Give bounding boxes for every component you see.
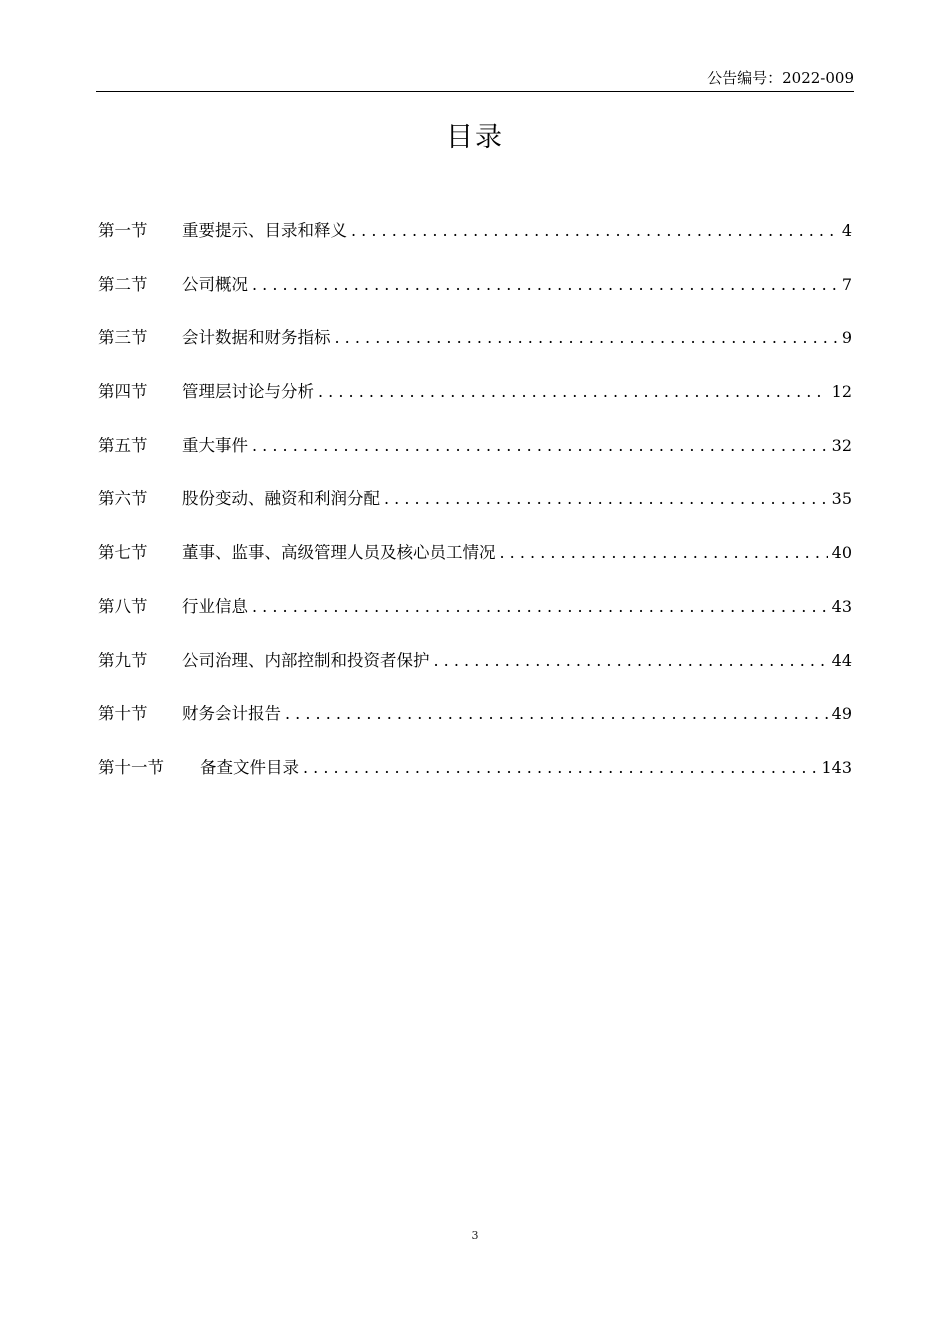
toc-leader-dots bbox=[434, 647, 828, 675]
toc-section-number: 第四节 bbox=[98, 382, 148, 402]
toc-page-number: 40 bbox=[831, 543, 852, 563]
toc-leader-dots bbox=[384, 485, 828, 513]
header-divider bbox=[96, 91, 854, 92]
toc-section-title: 会计数据和财务指标 bbox=[182, 328, 331, 348]
page-title: 目录 bbox=[446, 122, 504, 153]
toc-page-number: 49 bbox=[831, 704, 852, 724]
page-number: 3 bbox=[471, 1229, 479, 1242]
toc-entry-8[interactable] bbox=[98, 593, 852, 647]
toc-entry-1[interactable] bbox=[98, 217, 852, 271]
toc-entry-11[interactable] bbox=[98, 754, 852, 808]
toc-section-title: 行业信息 bbox=[182, 596, 248, 616]
toc-section-title: 股份变动、融资和利润分配 bbox=[182, 489, 380, 509]
toc-leader-dots bbox=[318, 378, 828, 406]
toc-section-title: 备查文件目录 bbox=[200, 757, 299, 777]
toc-leader-dots bbox=[252, 271, 838, 299]
table-of-contents bbox=[98, 217, 852, 808]
toc-page-number: 9 bbox=[841, 328, 852, 348]
toc-leader-dots bbox=[252, 432, 828, 460]
toc-entry-4[interactable] bbox=[98, 378, 852, 432]
toc-leader-dots bbox=[351, 217, 838, 245]
toc-section-number: 第九节 bbox=[98, 650, 148, 670]
toc-section-title: 管理层讨论与分析 bbox=[182, 382, 314, 402]
toc-entry-2[interactable] bbox=[98, 271, 852, 325]
toc-entry-5[interactable] bbox=[98, 432, 852, 486]
toc-section-number: 第十一节 bbox=[98, 757, 164, 777]
toc-section-title: 重要提示、目录和释义 bbox=[182, 221, 347, 240]
toc-leader-dots bbox=[252, 593, 828, 621]
toc-section-title: 重大事件 bbox=[182, 435, 248, 455]
toc-page-number: 143 bbox=[821, 757, 852, 777]
toc-page-number: 4 bbox=[841, 221, 852, 240]
toc-entry-9[interactable] bbox=[98, 647, 852, 701]
toc-entry-3[interactable] bbox=[98, 324, 852, 378]
announcement-number: 公告编号：2022-009 bbox=[707, 69, 854, 87]
toc-section-number: 第十节 bbox=[98, 704, 148, 724]
toc-entry-10[interactable] bbox=[98, 700, 852, 754]
toc-entry-6[interactable] bbox=[98, 485, 852, 539]
toc-page-number: 7 bbox=[841, 274, 852, 294]
toc-leader-dots bbox=[285, 700, 828, 728]
toc-section-number: 第六节 bbox=[98, 489, 148, 509]
toc-page-number: 35 bbox=[831, 489, 852, 509]
toc-leader-dots bbox=[500, 539, 828, 567]
toc-section-title: 公司治理、内部控制和投资者保护 bbox=[182, 650, 430, 670]
toc-page-number: 43 bbox=[831, 596, 852, 616]
toc-page-number: 32 bbox=[831, 435, 852, 455]
toc-section-number: 第七节 bbox=[98, 543, 148, 563]
toc-section-number: 第一节 bbox=[98, 221, 148, 240]
toc-section-number: 第八节 bbox=[98, 596, 148, 616]
toc-page-number: 12 bbox=[831, 382, 852, 402]
toc-section-title: 董事、监事、高级管理人员及核心员工情况 bbox=[182, 543, 496, 563]
toc-section-number: 第三节 bbox=[98, 328, 148, 348]
toc-page-number: 44 bbox=[831, 650, 852, 670]
toc-section-number: 第五节 bbox=[98, 435, 148, 455]
toc-section-number: 第二节 bbox=[98, 274, 148, 294]
toc-leader-dots bbox=[335, 324, 838, 352]
toc-section-title: 公司概况 bbox=[182, 274, 248, 294]
toc-entry-7[interactable] bbox=[98, 539, 852, 593]
toc-leader-dots bbox=[303, 754, 817, 782]
toc-section-title: 财务会计报告 bbox=[182, 704, 281, 724]
